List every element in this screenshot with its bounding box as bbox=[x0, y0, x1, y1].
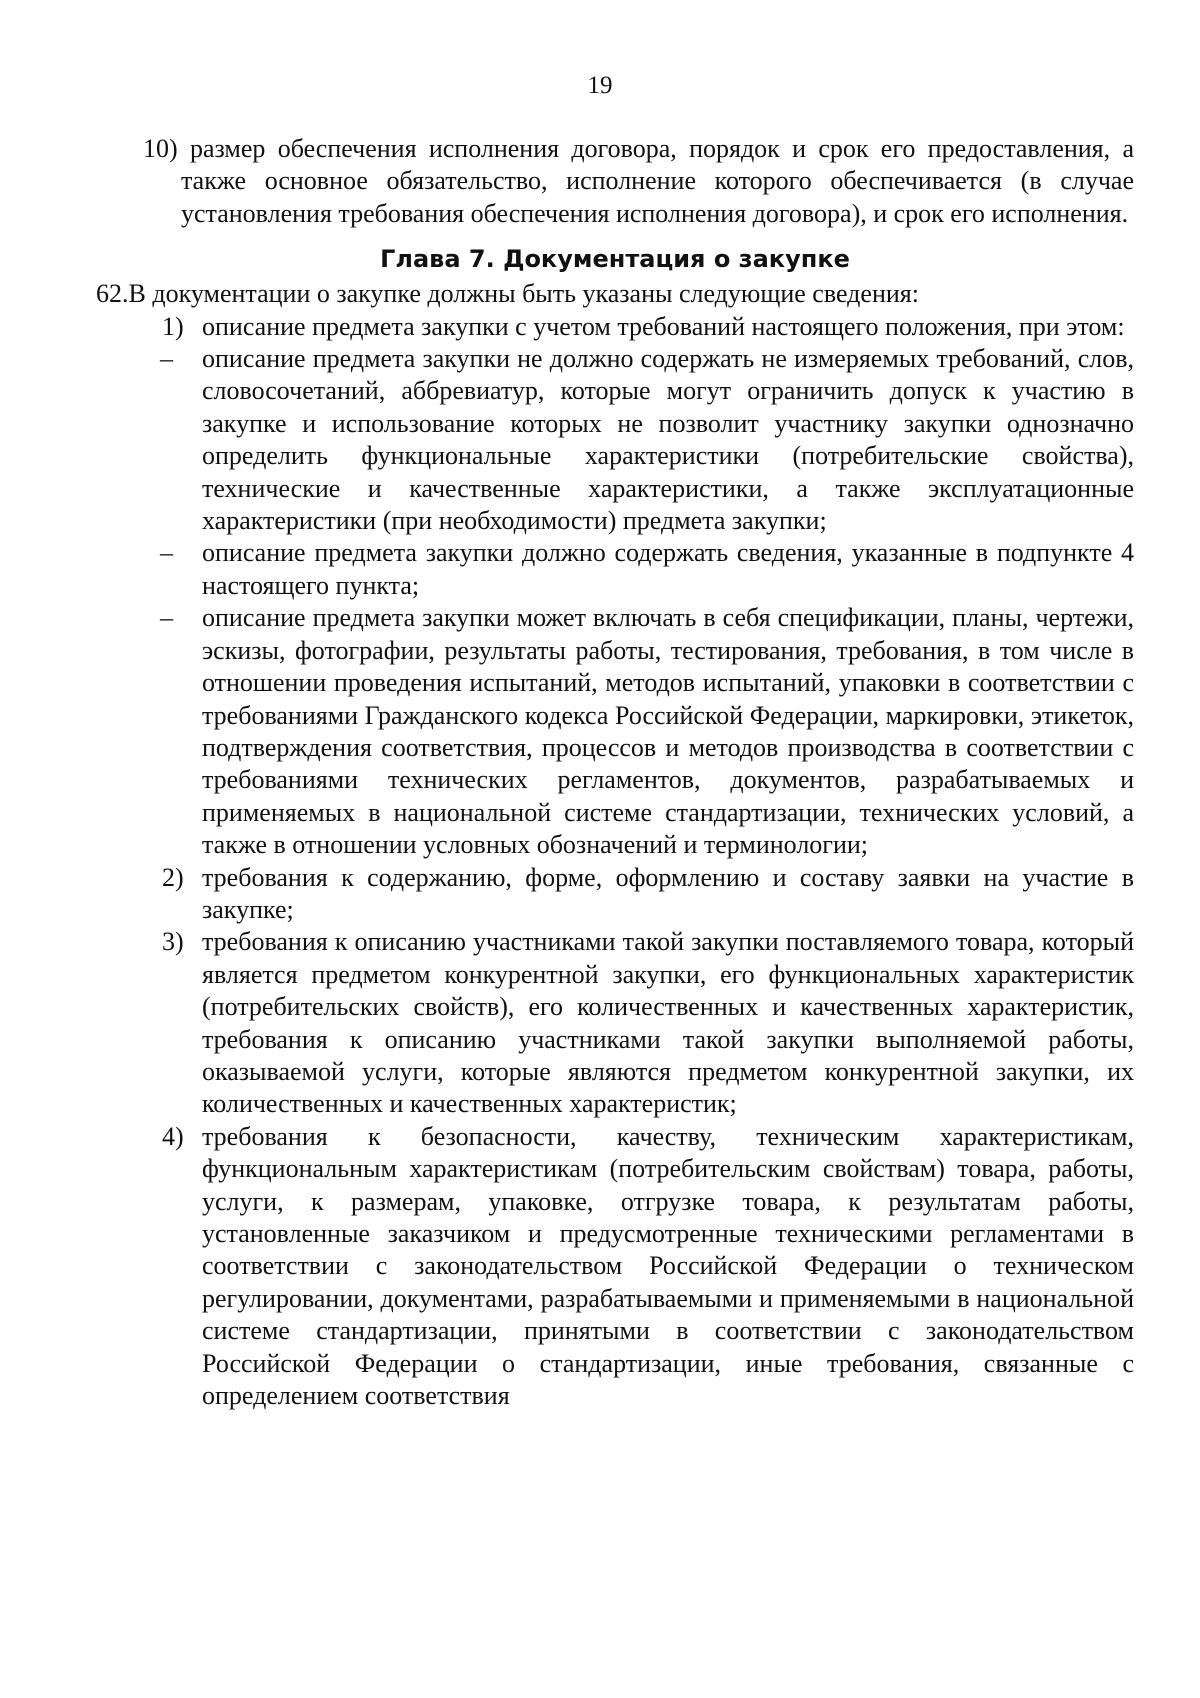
list-item-3 bbox=[96, 926, 1134, 1120]
list-marker: 3) bbox=[162, 927, 184, 957]
page-number: 19 bbox=[587, 72, 613, 99]
list-item-text: описание предмета закупки не должно содержать не измеряемых требований, слов, словосочетаний, аббревиатур, которые могут ограничить допуск к участию в закупке и использование которых не позволит участнику закупки однозначно определить функциональные характеристики (потребительские свойства), технические и качественные характеристики, а также эксплуатационные характеристики (при необходимости) предмета закупки; bbox=[202, 344, 1134, 536]
list-item-2 bbox=[96, 862, 1134, 927]
page-content bbox=[96, 133, 1134, 1412]
list-marker: 1) bbox=[162, 311, 184, 341]
list-item-text: описание предмета закупки должно содержать сведения, указанные в подпункте 4 настоящего пункта; bbox=[202, 538, 1134, 600]
dash-marker: – bbox=[160, 344, 173, 374]
list-marker: 2) bbox=[162, 862, 184, 892]
list-item-text: описание предмета закупки может включать в себя спецификации, планы, чертежи, эскизы, фотографии, результаты работы, тестирования, требования, в том числе в отношении проведения испытаний, методов испытаний, упаковки в соответствии с требованиями Гражданского кодекса Российской Федерации, маркировки, этикеток, подтверждения соответствия, процессов и методов производства в соответствии с требованиями технических регламентов, документов, разрабатываемых и применяемых в национальной системе стандартизации, технических условий, а также в отношении условных обозначений и терминологии; bbox=[202, 603, 1134, 860]
list-item-text: описание предмета закупки с учетом требований настоящего положения, при этом: bbox=[202, 311, 1125, 341]
list-item-text: требования к описанию участниками такой закупки поставляемого товара, который является предметом конкурентной закупки, его функциональных характеристик (потребительских свойств), его количественных и качественных характеристик, требования к описанию участниками такой закупки выполняемой работы, оказываемой услуги, которые являются предметом конкурентной закупки, их количественных и качественных характеристик; bbox=[202, 927, 1134, 1119]
list-item-text: требования к содержанию, форме, оформлению и составу заявки на участие в закупке; bbox=[202, 862, 1134, 924]
list-item-1 bbox=[96, 311, 1134, 343]
list-item-text: требования к безопасности, качеству, техническим характеристикам, функциональным характеристикам (потребительским свойствам) товара, работы, услуги, к размерам, упаковке, отгрузке товара, к результатам работы, установленные заказчиком и предусмотренные техническими регламентами в соответствии с законодательством Российской Федерации о техническом регулировании, документами, разрабатываемыми и применяемыми в национальной системе стандартизации, принятыми в соответствии с законодательством Российской Федерации о стандартизации, иные требования, связанные с определением соответствия bbox=[202, 1121, 1134, 1411]
chapter-title: Глава 7. Документация о закупке bbox=[380, 245, 850, 274]
list-item-dash-2 bbox=[96, 537, 1134, 602]
dash-marker: – bbox=[160, 538, 173, 568]
list-item-dash-1 bbox=[96, 343, 1134, 537]
list-marker: 4) bbox=[162, 1121, 184, 1151]
paragraph-item-62: 62.В документации о закупке должны быть указаны следующие сведения: bbox=[96, 279, 919, 309]
list-item-4 bbox=[96, 1121, 1134, 1413]
dash-marker: – bbox=[160, 603, 173, 633]
list-item-dash-3 bbox=[96, 602, 1134, 861]
paragraph-item-10: 10) размер обеспечения исполнения договора, порядок и срок его предоставления, а также основное обязательство, исполнение которого обеспечивается (в случае установления требования обеспечения исполнения договора), и срок его исполнения. bbox=[143, 134, 1134, 228]
